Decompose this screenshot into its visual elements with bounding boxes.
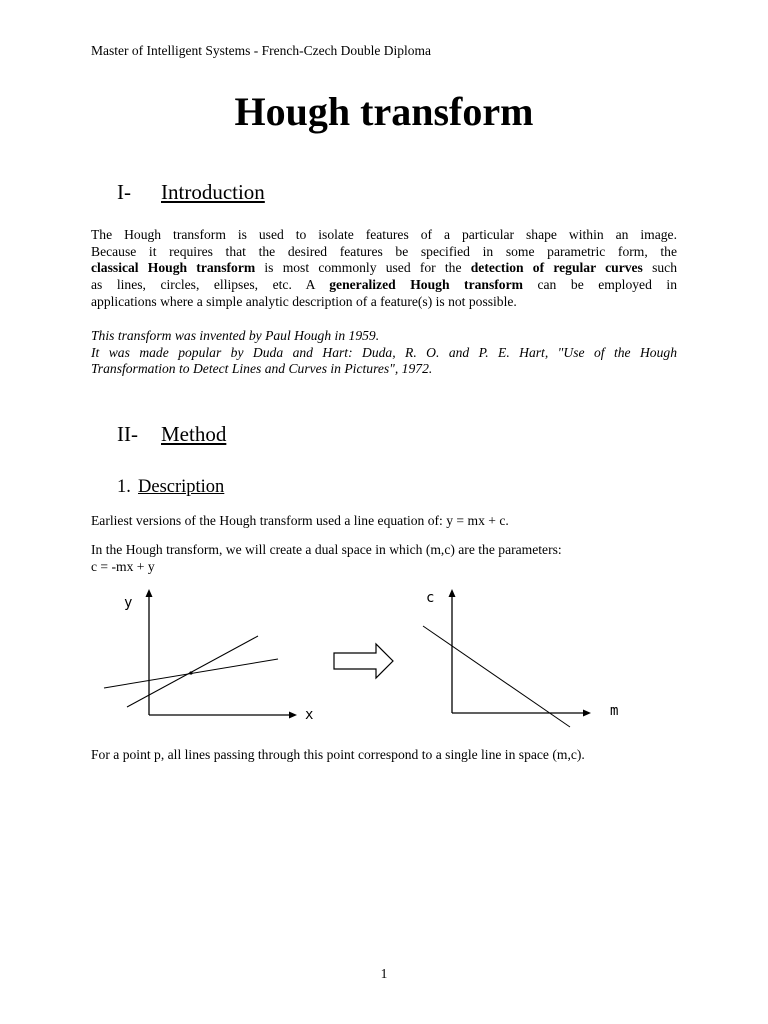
subsection-heading-description bbox=[117, 477, 224, 498]
history-line-2: It was made popular by Duda and Hart: Duda, R. O. and P. E. Hart, "Use of the Hough bbox=[91, 344, 677, 360]
section-heading-method bbox=[117, 422, 226, 447]
axis-arrowheads-left bbox=[146, 589, 298, 719]
history-line-3: Transformation to Detect Lines and Curves in Pictures", 1972. bbox=[91, 361, 433, 377]
conclusion-paragraph: For a point p, all lines passing through this point correspond to a single line in space (m,c). bbox=[91, 747, 585, 762]
m-axis-label: m bbox=[610, 703, 619, 719]
x-axis-label: x bbox=[305, 707, 314, 723]
bold-term-generalized: generalized Hough transform bbox=[329, 277, 523, 293]
intro-line-4: as lines, circles, ellipses, etc. A generalized Hough transform can be employed in bbox=[91, 277, 677, 293]
bold-term-detection: detection of regular curves bbox=[470, 260, 643, 276]
page-number: 1 bbox=[380, 966, 388, 981]
section-title: Method bbox=[161, 422, 227, 446]
intro-line-5: applications where a simple analytic description of a feature(s) is not possible. bbox=[91, 293, 517, 309]
subsection-number: 1. bbox=[117, 477, 131, 497]
intro-line-2: Because it requires that the desired features be specified in some parametric form, the bbox=[91, 243, 677, 259]
line-through-point-2 bbox=[127, 636, 258, 707]
equation-line: c = -mx + y bbox=[91, 558, 155, 574]
description-line-1: In the Hough transform, we will create a dual space in which (m,c) are the parameters: bbox=[91, 542, 562, 557]
intro-line-1: The Hough transform is used to isolate features of a particular shape within an image. bbox=[91, 227, 677, 242]
section-number: I- bbox=[117, 180, 131, 204]
hough-duality-figure bbox=[90, 585, 650, 735]
section-number: II- bbox=[117, 422, 138, 446]
intro-line-3: classical Hough transform is most commonly used for the detection of regular curves such bbox=[91, 260, 677, 276]
intro-paragraph bbox=[91, 227, 677, 311]
y-axis-label: y bbox=[124, 595, 133, 611]
c-axis-label: c bbox=[426, 590, 435, 606]
axis-arrowheads-right bbox=[449, 589, 592, 717]
section-heading-introduction bbox=[117, 180, 265, 205]
bold-term-classical: classical Hough transform bbox=[91, 260, 256, 276]
history-line-1: This transform was invented by Paul Hough in 1959. bbox=[91, 328, 380, 343]
dual-parameter-line bbox=[423, 626, 570, 727]
description-paragraph-2 bbox=[91, 542, 677, 575]
history-paragraph bbox=[91, 328, 677, 378]
document-title: Hough transform bbox=[234, 89, 534, 134]
running-header: Master of Intelligent Systems - French-Czech Double Diploma bbox=[91, 43, 432, 58]
figure-svg bbox=[90, 585, 650, 735]
image-space-axes bbox=[149, 592, 293, 715]
parameter-space-axes bbox=[452, 592, 587, 713]
intersection-point bbox=[189, 671, 192, 674]
subsection-title: Description bbox=[138, 477, 225, 497]
transform-arrow-icon bbox=[334, 644, 393, 678]
section-title: Introduction bbox=[161, 180, 265, 204]
description-paragraph-1: Earliest versions of the Hough transform used a line equation of: y = mx + c. bbox=[91, 513, 509, 528]
